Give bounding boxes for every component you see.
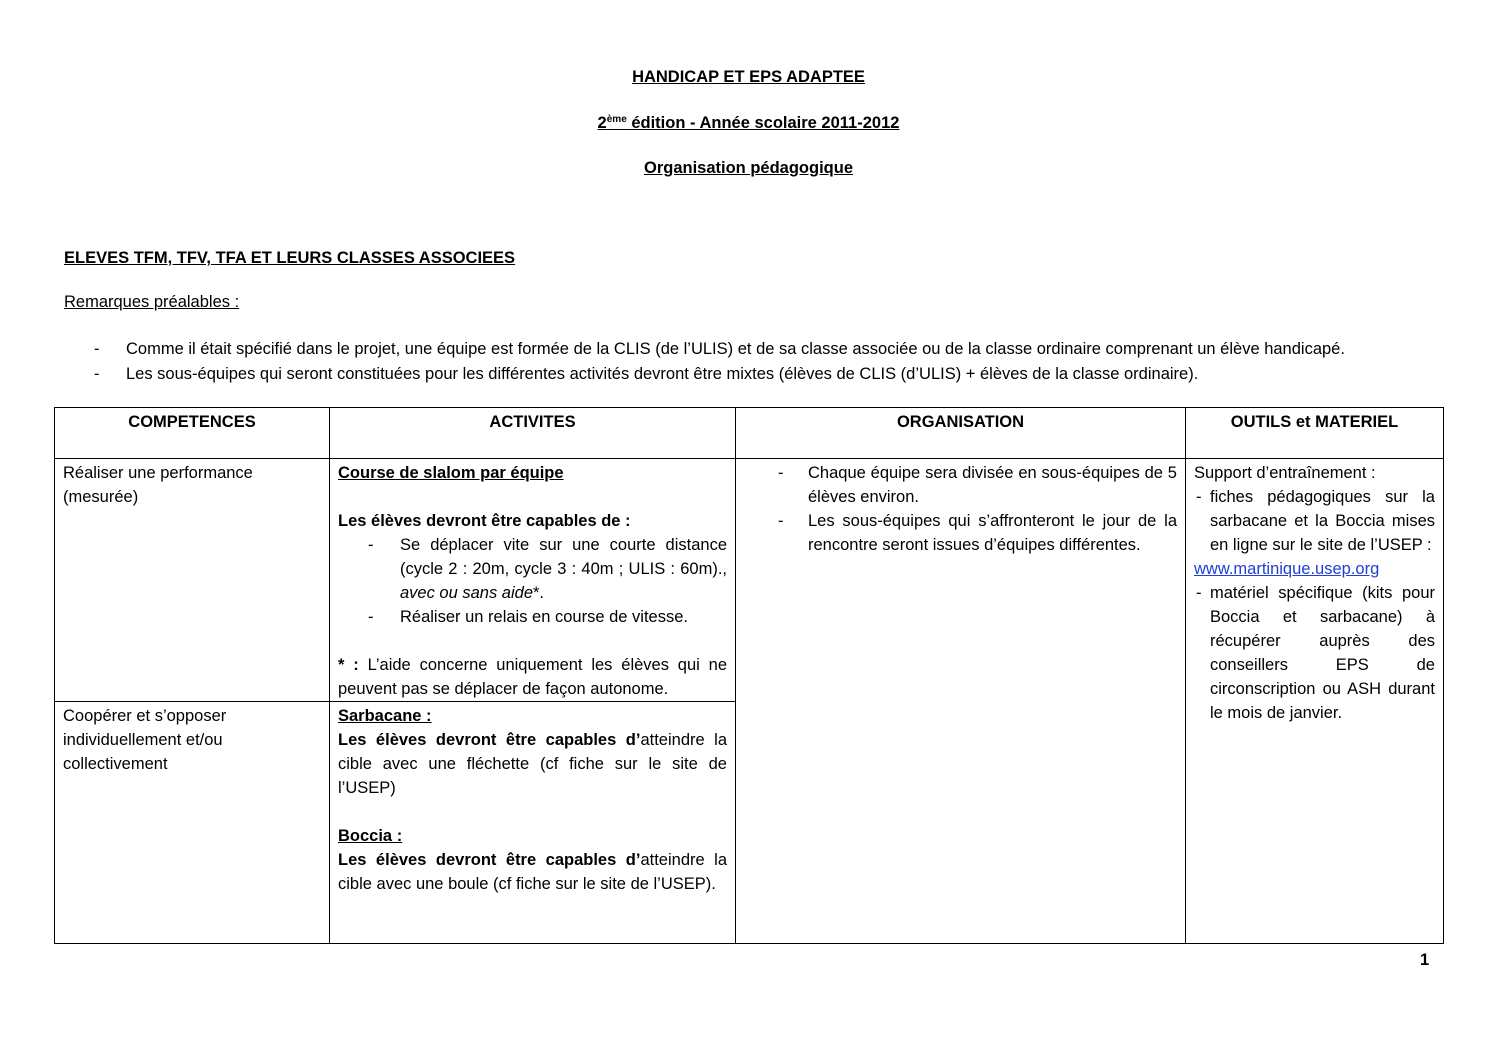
list-item: - Se déplacer vite sur une courte distance (cycle 2 : 20m, cycle 3 : 40m ; ULIS : 60m)., avec ou sans aide*. (338, 533, 727, 605)
remarks-heading: Remarques préalables : (64, 293, 240, 311)
header-activites: ACTIVITES (330, 408, 736, 459)
list-item: - matériel spécifique (kits pour Boccia et sarbacane) à récupérer auprès des conseillers EPS de circonscription ou ASH durant le mois de janvier. (1194, 581, 1435, 725)
activity-cell (330, 459, 736, 702)
tools-cell (1186, 459, 1444, 944)
bullet-dash: - (778, 464, 784, 482)
bullet-dash: - (1196, 488, 1202, 506)
document-title: HANDICAP ET EPS ADAPTEE (632, 68, 865, 86)
list-item: - Réaliser un relais en course de vitesse. (338, 605, 727, 629)
bullet-dash: - (1196, 584, 1202, 602)
table-row (55, 459, 1444, 702)
competence-text: Coopérer et s’opposer individuellement et/ou collectivement (63, 707, 227, 773)
header-outils: OUTILS et MATERIEL (1186, 408, 1444, 459)
page-number: 1 (1420, 951, 1430, 969)
tools-intro: Support d’entraînement : (1194, 464, 1376, 482)
header-competences: COMPETENCES (55, 408, 330, 459)
bullet-dash: - (368, 536, 374, 554)
competence-text: Réaliser une performance (mesurée) (63, 464, 253, 506)
bullet-dash: - (94, 365, 100, 383)
list-item: - Les sous-équipes qui s’affronteront le jour de la rencontre seront issues d’équipes différentes. (744, 509, 1177, 557)
organisation-cell (736, 459, 1186, 944)
competence-cell (55, 702, 330, 944)
competence-cell (55, 459, 330, 702)
remark-text: Comme il était spécifié dans le projet, une équipe est formée de la CLIS (de l’ULIS) et de sa classe associée ou de la classe ordinaire comprenant un élève handicapé. (126, 340, 1345, 358)
activity-note: * : L’aide concerne uniquement les élèves qui ne peuvent pas se déplacer de façon autonome. (338, 656, 728, 698)
remark-text: Les sous-équipes qui seront constituées pour les différentes activités devront être mixtes (élèves de CLIS (d’ULIS) + élèves de la classe ordinaire). (126, 365, 1199, 383)
edition-line: 2ème édition - Année scolaire 2011-2012 (597, 114, 900, 132)
bullet-dash: - (368, 608, 374, 626)
bullet-dash: - (94, 340, 100, 358)
bullet-dash: - (778, 512, 784, 530)
list-item: - Chaque équipe sera divisée en sous-équipes de 5 élèves environ. (744, 461, 1177, 509)
boccia-title: Boccia : (338, 827, 403, 845)
activity-cell (330, 702, 736, 944)
sarbacane-text: Les élèves devront être capables d’atteindre la cible avec une fléchette (cf fiche sur le site de l’USEP) (338, 731, 728, 797)
boccia-text: Les élèves devront être capables d’atteindre la cible avec une boule (cf fiche sur le site de l’USEP). (338, 851, 728, 893)
usep-website-link[interactable]: www.martinique.usep.org (1194, 560, 1380, 578)
organisation-table (54, 407, 1444, 944)
activity-intro: Les élèves devront être capables de : (338, 512, 631, 530)
activity-title: Course de slalom par équipe (338, 464, 564, 482)
sarbacane-title: Sarbacane : (338, 707, 432, 725)
document-subtitle: Organisation pédagogique (643, 159, 853, 177)
list-item: - fiches pédagogiques sur la sarbacane et la Boccia mises en ligne sur le site de l’USEP : (1194, 485, 1435, 557)
table-header-row (55, 408, 1444, 459)
section-heading: ELEVES TFM, TFV, TFA ET LEURS CLASSES ASSOCIEES (64, 249, 516, 267)
header-organisation: ORGANISATION (736, 408, 1186, 459)
